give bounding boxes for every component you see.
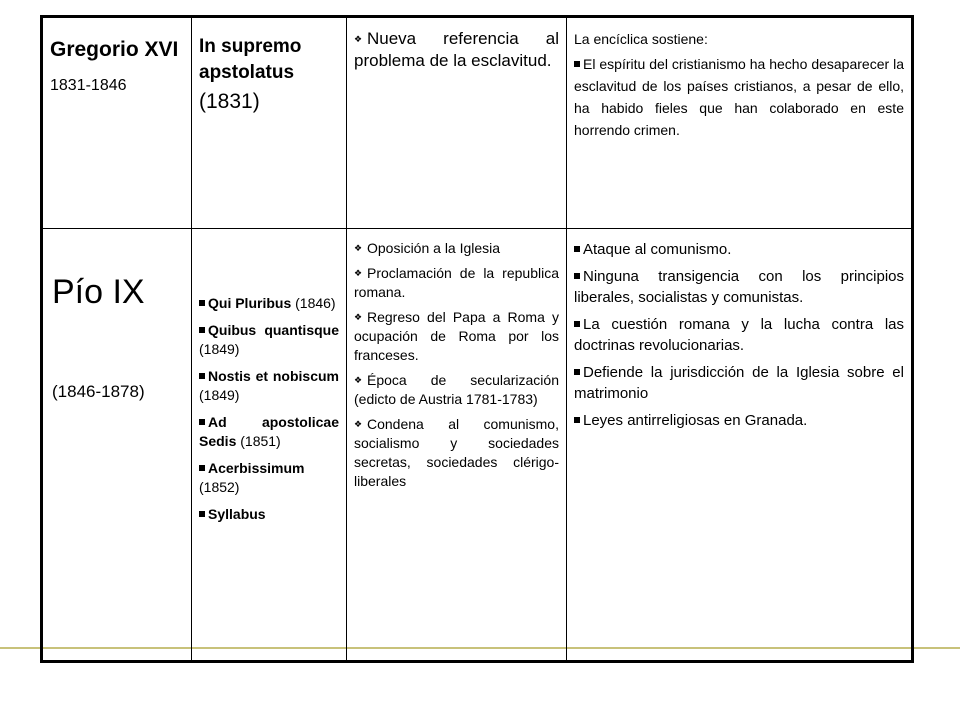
encyclical-name: Nostis et nobiscum <box>208 368 339 384</box>
encyclical-name: Syllabus <box>208 506 266 522</box>
summary-text: Leyes antirreligiosas en Granada. <box>583 412 808 429</box>
list-item <box>354 308 559 365</box>
list-item <box>354 239 559 258</box>
list-item <box>574 266 904 308</box>
list-item <box>354 28 559 71</box>
list-item <box>354 264 559 302</box>
diamond-bullet-icon: ❖ <box>354 243 363 253</box>
diamond-bullet-icon: ❖ <box>354 34 363 44</box>
point-text: Oposición a la Iglesia <box>367 240 501 256</box>
list-item <box>199 459 339 497</box>
square-bullet-icon <box>574 273 580 279</box>
list-item <box>574 53 904 141</box>
pope-years: 1831-1846 <box>50 77 127 94</box>
list-item <box>574 410 904 431</box>
square-bullet-icon <box>574 61 580 67</box>
list-item <box>574 314 904 356</box>
point-text: Regreso del Papa a Roma y ocupación de Roma por los franceses. <box>354 309 559 363</box>
summary-list <box>574 239 904 431</box>
list-item <box>354 415 559 491</box>
square-bullet-icon <box>199 511 205 517</box>
pope-cell <box>42 17 192 229</box>
point-text: Época de secularización (edicto de Austria 1781-1783) <box>354 372 559 407</box>
summary-intro: La encíclica sostiene: <box>574 31 708 47</box>
list-item <box>199 505 339 524</box>
square-bullet-icon <box>199 373 205 379</box>
point-text: Nueva referencia al problema de la esclavitud. <box>354 29 559 70</box>
square-bullet-icon <box>199 465 205 471</box>
square-bullet-icon <box>574 417 580 423</box>
table-row <box>42 229 913 662</box>
summary-text: La cuestión romana y la lucha contra las doctrinas revolucionarias. <box>574 316 904 354</box>
square-bullet-icon <box>574 246 580 252</box>
summary-text: Defiende la jurisdicción de la Iglesia sobre el matrimonio <box>574 364 904 402</box>
list-item <box>199 321 339 359</box>
points-list <box>354 239 559 491</box>
diamond-bullet-icon: ❖ <box>354 419 363 429</box>
encyclical-name: Quibus quantisque <box>208 322 339 338</box>
list-item <box>199 294 339 313</box>
encyclical-cell <box>192 17 347 229</box>
diamond-bullet-icon: ❖ <box>354 268 363 278</box>
summary-text: Ninguna transigencia con los principios liberales, socialistas y comunistas. <box>574 268 904 306</box>
diamond-bullet-icon: ❖ <box>354 375 363 385</box>
encyclical-year: (1846) <box>291 295 336 311</box>
square-bullet-icon <box>574 321 580 327</box>
list-item <box>574 239 904 260</box>
list-item <box>199 413 339 451</box>
square-bullet-icon <box>574 369 580 375</box>
encyclical-title: In supremo apstolatus <box>199 36 302 83</box>
square-bullet-icon <box>199 300 205 306</box>
encyclical-list <box>199 294 339 524</box>
list-item <box>199 367 339 405</box>
square-bullet-icon <box>199 419 205 425</box>
encyclical-name: Ad apostolicae Sedis <box>199 414 339 449</box>
summary-text: Ataque al comunismo. <box>583 241 732 258</box>
encyclical-name: Acerbissimum <box>208 460 305 476</box>
encyclical-year: (1849) <box>199 341 240 357</box>
square-bullet-icon <box>199 327 205 333</box>
summary-cell <box>567 17 913 229</box>
summary-text: El espíritu del cristianismo ha hecho desaparecer la esclavitud de los países cristianos, a pesar de ello, ha habido fieles que han colaborado en este horrendo crimen. <box>574 56 904 138</box>
list-item <box>574 362 904 404</box>
points-cell <box>347 17 567 229</box>
point-text: Condena al comunismo, socialismo y sociedades secretas, sociedades clérigo-liberales <box>354 416 559 489</box>
summary-cell <box>567 229 913 662</box>
diamond-bullet-icon: ❖ <box>354 312 363 322</box>
points-cell <box>347 229 567 662</box>
encyclical-year: (1851) <box>236 433 281 449</box>
pope-name: Gregorio XVI <box>50 38 179 61</box>
encyclical-year: (1849) <box>199 387 240 403</box>
point-text: Proclamación de la republica romana. <box>354 265 559 300</box>
pope-cell <box>42 229 192 662</box>
list-item <box>354 371 559 409</box>
encyclical-year: (1852) <box>199 479 240 495</box>
table-row <box>42 17 913 229</box>
encyclical-cell <box>192 229 347 662</box>
encyclical-name: Qui Pluribus <box>208 295 292 311</box>
encyclicals-table <box>40 15 914 663</box>
pope-years: (1846-1878) <box>52 382 145 401</box>
pope-name: Pío IX <box>52 273 145 311</box>
encyclical-year: (1831) <box>199 90 260 113</box>
